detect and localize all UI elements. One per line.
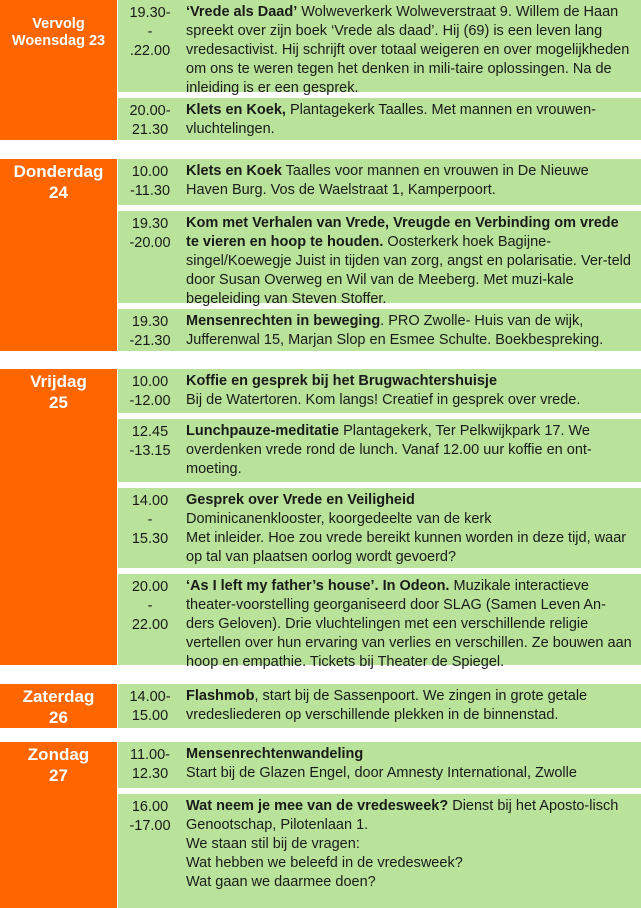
event-time: 14.00 - 15.30	[131, 493, 169, 547]
event-card	[118, 159, 641, 205]
event-text: Dienst bij het Aposto-lisch Genootschap, Pilotenlaan 1. We staan stil bij de vragen: Wat hebben we beleefd in de vredesweek? Wat gaan we daarmee doen?	[186, 798, 619, 890]
event-description	[186, 372, 633, 410]
event-title: ‘Vrede als Daad’	[186, 4, 298, 20]
event-text: Oosterkerk hoek Bagijne-singel/Koewegje Juist in tijden van zorg, angst en polarisatie. Ver-teld door Susan Overweg en Wil van de Meeberg. Met muzi-kale begeleiding van Steven Stoffer.	[186, 234, 631, 307]
event-card	[118, 684, 641, 728]
event-description	[186, 687, 633, 725]
event-description	[186, 745, 633, 783]
event-description	[186, 101, 633, 139]
event-card	[118, 488, 641, 568]
event-title: Mensenrechtenwandeling	[186, 746, 364, 762]
day-number: 25	[49, 393, 68, 412]
event-title: Mensenrechten in beweging	[186, 313, 381, 329]
day-name: Donderdag	[13, 162, 104, 181]
event-text: Muzikale interactieve theater-voorstelling georganiseerd door SLAG (Samen Leven An-ders Geloven). Drie vluchtelingen met een verschillende religie vertellen over hun ervaring van verlies en verschillen. Ze bouwen aan hoop en empathie. Tickets bij Theater de Spiegel.	[186, 578, 632, 670]
event-time: 12.45 -13.15	[129, 424, 171, 459]
event-title: Klets en Koek	[186, 163, 282, 179]
event-description	[186, 797, 633, 892]
event-text: Wolweverkerk Wolweverstraat 9. Willem de Haan spreekt over zijn boek ‘Vrede als daad’. Hij (69) is een leven lang vredesactivist. Hij schrijft over totaal weigeren en over mogelijkheden om ons te weren tegen het denken in mili-taire oplossingen. Na de inleiding is er een gesprek.	[186, 4, 630, 96]
event-card	[118, 419, 641, 482]
event-title: Flashmob	[186, 688, 255, 704]
event-card	[118, 794, 641, 908]
event-title: Lunchpauze-meditatie	[186, 423, 340, 439]
event-description	[186, 422, 633, 479]
day-block-zaterdag	[0, 684, 641, 728]
day-name: Vervolg Woensdag 23	[11, 16, 106, 49]
event-card	[118, 98, 641, 140]
event-title: Gesprek over Vrede en Veiligheid	[186, 492, 415, 508]
event-text: Plantagekerk Taalles. Met mannen en vrouwen-vluchtelingen.	[186, 102, 596, 137]
event-time: 19.30- - .22.00	[129, 5, 171, 59]
day-label	[0, 742, 117, 908]
event-time: 20.00 - 22.00	[131, 579, 169, 633]
event-title: Kom met Verhalen van Vrede, Vreugde en Verbinding om vrede te vieren en hoop te houden.	[186, 215, 619, 250]
day-number: 26	[49, 708, 68, 727]
event-time: 10.00 -11.30	[129, 164, 171, 199]
event-time: 10.00 -12.00	[129, 374, 171, 409]
day-block-woensdag	[0, 0, 641, 140]
event-time: 20.00- 21.30	[129, 103, 171, 138]
event-time: 19.30 -20.00	[129, 216, 171, 251]
day-label	[0, 159, 117, 351]
day-name: Zondag	[27, 745, 90, 764]
event-time: 14.00- 15.00	[129, 689, 171, 724]
event-description	[186, 3, 633, 98]
event-text: Bij de Watertoren. Kom langs! Creatief in gesprek over vrede.	[186, 392, 581, 408]
day-block-zondag	[0, 742, 641, 908]
event-card	[118, 309, 641, 351]
event-title: ‘As I left my father’s house’. In Odeon.	[186, 578, 450, 594]
day-label	[0, 684, 117, 728]
event-description	[186, 312, 633, 350]
event-description	[186, 491, 633, 567]
event-text: Plantagekerk, Ter Pelkwijkpark 17. We overdenken vrede rond de lunch. Vanaf 12.00 uur koffie en ont-moeting.	[186, 423, 592, 477]
event-text: . PRO Zwolle- Huis van de wijk, Jufferenwal 15, Marjan Slop en Esmee Schulte. Boekbespreking.	[186, 313, 604, 348]
event-card	[118, 0, 641, 96]
event-text: Start bij de Glazen Engel, door Amnesty International, Zwolle	[186, 765, 577, 781]
event-text: , start bij de Sassenpoort. We zingen in grote getale vredesliederen op verschillende plekken in de binnenstad.	[186, 688, 588, 723]
event-card	[118, 742, 641, 788]
day-block-donderdag	[0, 159, 641, 351]
event-time: 19.30 -21.30	[129, 314, 171, 349]
day-label	[0, 0, 117, 140]
event-card	[118, 574, 641, 670]
event-description	[186, 577, 633, 672]
event-time: 11.00- 12.30	[129, 747, 171, 782]
event-title: Wat neem je mee van de vredesweek?	[186, 798, 449, 814]
day-number: 24	[49, 183, 68, 202]
event-card	[118, 369, 641, 413]
event-text: Taalles voor mannen en vrouwen in De Nieuwe Haven Burg. Vos de Waelstraat 1, Kamperpoort.	[186, 163, 589, 198]
day-name: Zaterdag	[22, 687, 95, 706]
event-description	[186, 214, 633, 309]
event-text: Dominicanenklooster, koorgedeelte van de kerk Met inleider. Hoe zou vrede bereikt kunnen worden in deze tijd, waar op tal van plaatsen oorlog wordt gevoerd?	[186, 511, 627, 565]
event-description	[186, 162, 633, 200]
event-title: Koffie en gesprek bij het Brugwachtershuisje	[186, 373, 498, 389]
day-label	[0, 369, 117, 665]
event-time: 16.00 -17.00	[129, 799, 171, 834]
day-block-vrijdag	[0, 369, 641, 670]
event-title: Klets en Koek,	[186, 102, 286, 118]
event-card	[118, 211, 641, 307]
day-number: 27	[49, 766, 68, 785]
day-name: Vrijdag	[30, 372, 87, 391]
